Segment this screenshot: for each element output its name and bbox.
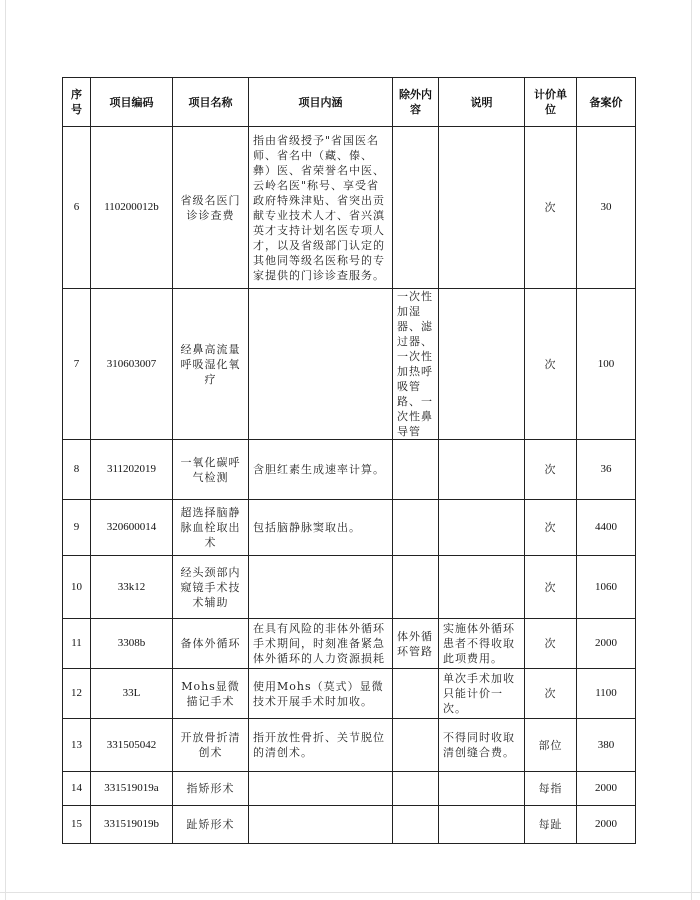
table-row: [63, 619, 636, 669]
table-row: [63, 289, 636, 440]
row-unit: 次: [525, 500, 577, 556]
row-content: [249, 556, 393, 619]
row-exclude: [393, 772, 439, 806]
table-row: [63, 127, 636, 289]
row-note: 实施体外循环患者不得收取此项费用。: [439, 619, 525, 669]
row-name: 指矫形术: [173, 772, 249, 806]
row-content: 指开放性骨折、关节脱位的清创术。: [249, 719, 393, 772]
row-name: 省级名医门诊诊查费: [173, 127, 249, 289]
table-row: [63, 669, 636, 719]
row-note: [439, 440, 525, 500]
row-unit: 次: [525, 556, 577, 619]
row-code: 110200012b: [91, 127, 173, 289]
row-unit: 每趾: [525, 806, 577, 844]
header-row: [63, 78, 636, 127]
row-note: 单次手术加收只能计价一次。: [439, 669, 525, 719]
row-unit: 次: [525, 289, 577, 440]
row-name: 开放骨折清创术: [173, 719, 249, 772]
table-row: [63, 772, 636, 806]
row-price: 1060: [577, 556, 636, 619]
header-code: 项目编码: [91, 78, 173, 127]
row-content: [249, 806, 393, 844]
row-price: 2000: [577, 806, 636, 844]
row-name: Mohs显微描记手术: [173, 669, 249, 719]
row-price: 2000: [577, 772, 636, 806]
row-content: [249, 289, 393, 440]
row-note: [439, 127, 525, 289]
row-price: 30: [577, 127, 636, 289]
row-code: 331519019a: [91, 772, 173, 806]
table-row: [63, 556, 636, 619]
row-price: 4400: [577, 500, 636, 556]
row-no: 6: [63, 127, 91, 289]
header-unit: 计价单位: [525, 78, 577, 127]
row-unit: 次: [525, 669, 577, 719]
row-no: 8: [63, 440, 91, 500]
row-price: 36: [577, 440, 636, 500]
row-code: 3308b: [91, 619, 173, 669]
row-unit: 次: [525, 127, 577, 289]
row-no: 15: [63, 806, 91, 844]
header-price: 备案价: [577, 78, 636, 127]
row-unit: 次: [525, 440, 577, 500]
table-row: [63, 440, 636, 500]
row-code: 310603007: [91, 289, 173, 440]
table-row: [63, 806, 636, 844]
table-row: [63, 500, 636, 556]
row-exclude: [393, 719, 439, 772]
header-note: 说明: [439, 78, 525, 127]
row-name: 经鼻高流量呼吸湿化氧疗: [173, 289, 249, 440]
row-exclude: [393, 500, 439, 556]
row-price: 1100: [577, 669, 636, 719]
row-exclude: [393, 669, 439, 719]
row-no: 10: [63, 556, 91, 619]
table-row: [63, 719, 636, 772]
row-note: [439, 806, 525, 844]
row-no: 12: [63, 669, 91, 719]
row-code: 33k12: [91, 556, 173, 619]
row-exclude: 一次性加湿器、滤过器、一次性加热呼吸管路、一次性鼻导管: [393, 289, 439, 440]
row-content: 指由省级授予"省国医名师、省名中（藏、傣、彝）医、省荣誉名中医、云岭名医"称号、享受省政府特殊津贴、省突出贡献专业技术人才、省兴滇英才支持计划名医专项人才，以及省级部门认定的其他同等级名医称号的专家提供的门诊诊查服务。: [249, 127, 393, 289]
row-exclude: [393, 556, 439, 619]
fee-table: [62, 77, 636, 844]
page-edge-bottom: [0, 892, 700, 893]
row-content: 在具有风险的非体外循环手术期间，时刻准备紧急体外循环的人力资源损耗: [249, 619, 393, 669]
row-price: 2000: [577, 619, 636, 669]
row-unit: 次: [525, 619, 577, 669]
row-code: 311202019: [91, 440, 173, 500]
row-exclude: [393, 127, 439, 289]
row-exclude: [393, 440, 439, 500]
row-name: 超选择脑静脉血栓取出术: [173, 500, 249, 556]
row-name: 经头颈部内窥镜手术技术辅助: [173, 556, 249, 619]
row-code: 331519019b: [91, 806, 173, 844]
row-no: 7: [63, 289, 91, 440]
header-exclude: 除外内容: [393, 78, 439, 127]
row-code: 33L: [91, 669, 173, 719]
row-unit: 每指: [525, 772, 577, 806]
row-code: 331505042: [91, 719, 173, 772]
row-note: 不得同时收取清创缝合费。: [439, 719, 525, 772]
row-note: [439, 500, 525, 556]
row-exclude: [393, 806, 439, 844]
row-note: [439, 772, 525, 806]
row-content: 使用Mohs（莫式）显微技术开展手术时加收。: [249, 669, 393, 719]
row-no: 11: [63, 619, 91, 669]
row-price: 380: [577, 719, 636, 772]
row-exclude: 体外循环管路: [393, 619, 439, 669]
row-name: 一氧化碳呼气检测: [173, 440, 249, 500]
row-content: 含胆红素生成速率计算。: [249, 440, 393, 500]
row-name: 备体外循环: [173, 619, 249, 669]
header-no: 序号: [63, 78, 91, 127]
row-code: 320600014: [91, 500, 173, 556]
page-edge-right: [691, 0, 692, 900]
row-no: 9: [63, 500, 91, 556]
page-edge-left: [5, 0, 6, 900]
row-content: [249, 772, 393, 806]
row-unit: 部位: [525, 719, 577, 772]
row-content: 包括脑静脉窦取出。: [249, 500, 393, 556]
row-no: 14: [63, 772, 91, 806]
row-no: 13: [63, 719, 91, 772]
row-price: 100: [577, 289, 636, 440]
row-note: [439, 289, 525, 440]
row-note: [439, 556, 525, 619]
header-name: 项目名称: [173, 78, 249, 127]
row-name: 趾矫形术: [173, 806, 249, 844]
header-content: 项目内涵: [249, 78, 393, 127]
